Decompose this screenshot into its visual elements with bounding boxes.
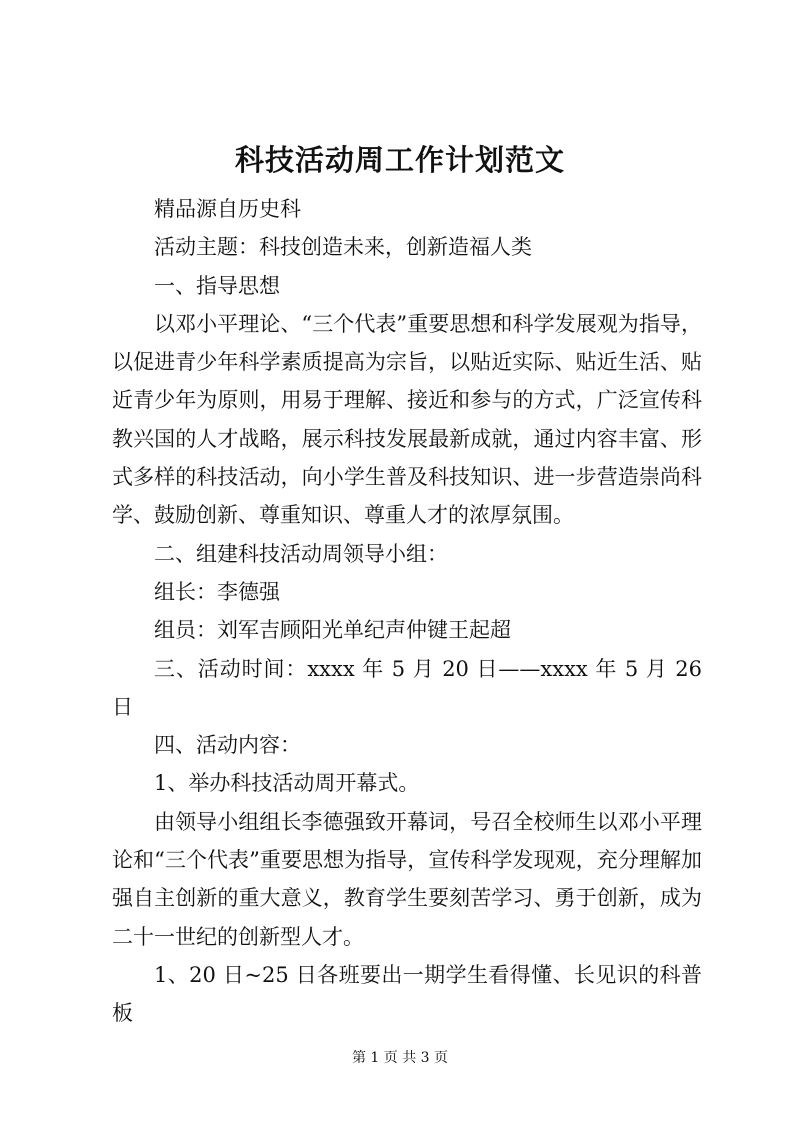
content-item-board: 1、20 日~25 日各班要出一期学生看得懂、长见识的科普板 bbox=[112, 962, 702, 1026]
section-heading-leadership: 二、组建科技活动周领导小组： bbox=[154, 541, 448, 566]
theme-line: 活动主题：科技创造未来，创新造福人类 bbox=[154, 235, 532, 260]
page-footer: 第 1 页 共 3 页 bbox=[351, 1050, 449, 1066]
leader-line: 组长：李德强 bbox=[154, 579, 280, 604]
members-line: 组员：刘军吉顾阳光单纪声仲键王起超 bbox=[154, 618, 511, 643]
content-item-opening: 1、举办科技活动周开幕式。 bbox=[154, 771, 420, 796]
paragraph-guiding-thought: 以邓小平理论、“三个代表”重要思想和科学发展观为指导，以促进青少年科学素质提高为宗旨，以贴近实际、贴近生活、贴近青少年为原则，用易于理解、接近和参与的方式，广泛宣传科教兴国的人才战略，展示科技发展最新成就，通过内容丰富、形式多样的科技活动，向小学生普及科技知识、进一步营造崇尚科学、鼓励创新、尊重知识、尊重人才的浓厚氛围。 bbox=[112, 311, 702, 528]
section-heading-guiding-thought: 一、指导思想 bbox=[154, 273, 280, 298]
paragraph-opening-speech: 由领导小组组长李德强致开幕词，号召全校师生以邓小平理论和“三个代表”重要思想为指导，宣传科学发现观，充分理解加强自主创新的重大意义，教育学生要刻苦学习、勇于创新，成为二十一世纪的创新型人才。 bbox=[112, 809, 702, 949]
section-heading-content: 四、活动内容： bbox=[154, 733, 301, 758]
document-title: 科技活动周工作计划范文 bbox=[234, 143, 565, 177]
source-line: 精品源自历史科 bbox=[154, 197, 301, 221]
document-body bbox=[112, 190, 702, 1033]
section-heading-time: 三、活动时间：xxxx 年 5 月 20 日——xxxx 年 5 月 26 日 bbox=[112, 656, 702, 719]
